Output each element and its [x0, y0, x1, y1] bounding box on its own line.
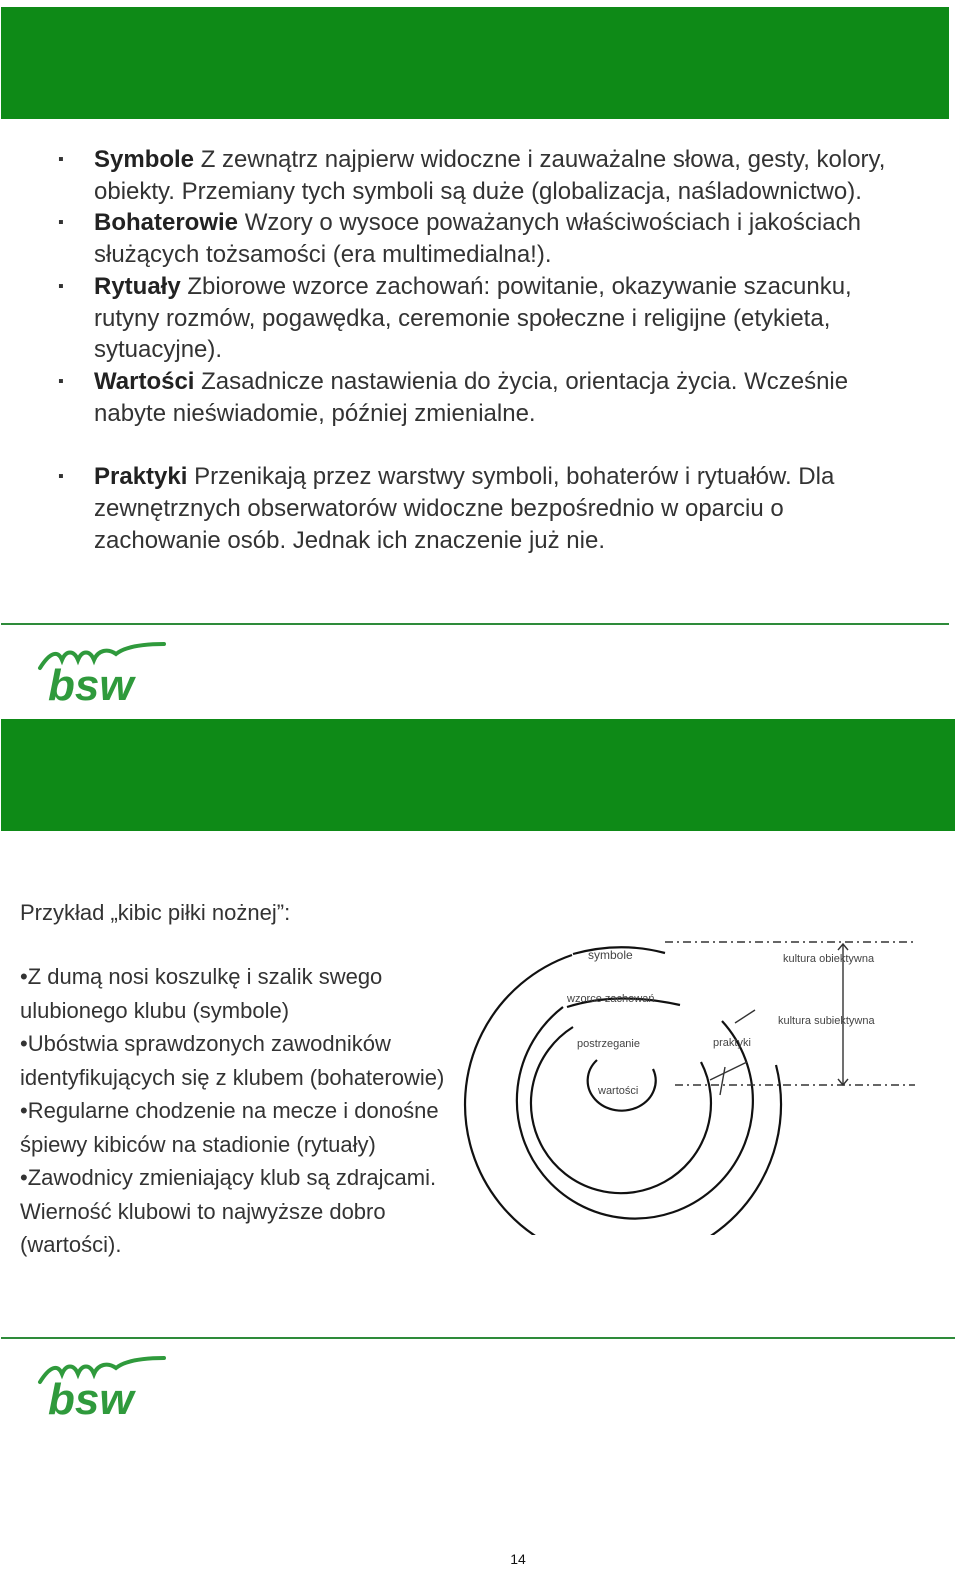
label-kultura-subiektywna: kultura subiektywna [778, 1015, 875, 1027]
slide-header-bar [1, 7, 949, 119]
slide-header-bar [1, 719, 955, 831]
example-item: •Regularne chodzenie na mecze i donośne śpiewy kibiców na stadionie (rytuały) [20, 1098, 439, 1157]
bullet-marker: ▪ [58, 468, 64, 486]
list-item: ▪ Wartości Zasadnicze nastawienia do życia, orientacja życia. Wcześnie nabyte nieświadomie, później zmienialne. [58, 367, 849, 427]
list-item: ▪ Rytuały Zbiorowe wzorce zachowań: powitanie, okazywanie szacunku, rutyny rozmów, pogawędka, ceremonie społeczne i religijne (etykieta, sytuacyjne). [58, 272, 852, 364]
bsw-logo [36, 642, 166, 704]
bullet-marker: ▪ [58, 277, 64, 295]
example-item: •Z dumą nosi koszulkę i szalik swego ulubionego klubu (symbole) [20, 964, 383, 1023]
svg-text:bsw: bsw [48, 661, 134, 704]
example-item: •Zawodnicy zmieniający klub są zdrajcami. Wierność klubowi to najwyższe dobro (wartości). [20, 1165, 437, 1257]
definitions-list [56, 144, 916, 556]
list-item: ▪ Praktyki Przenikają przez warstwy symboli, bohaterów i rytuałów. Dla zewnętrznych obserwatorów widoczne bezpośrednio w oparciu o zachowanie osób. Jednak ich znaczenie już nie. [58, 463, 835, 554]
slide-footer-rule [1, 1337, 955, 1339]
bullet-marker: ▪ [58, 372, 64, 390]
page-number: 14 [510, 1551, 526, 1567]
list-item: ▪ Bohaterowie Wzory o wysoce poważanych właściwościach i jakościach służących tożsamości (era multimedialna!). [58, 209, 861, 269]
bullet-marker: ▪ [58, 214, 64, 232]
list-item: ▪ Symbole Z zewnątrz najpierw widoczne i zauważalne słowa, gesty, kolory, obiekty. Przemiany tych symboli są duże (globalizacja, naśladownictwo). [58, 146, 886, 205]
example-heading: Przykład „kibic piłki nożnej”: [20, 900, 291, 925]
svg-text:bsw: bsw [48, 1375, 134, 1418]
bsw-logo [36, 1356, 166, 1418]
label-postrzeganie: postrzeganie [577, 1038, 640, 1050]
slide-footer-rule [1, 623, 949, 625]
label-symbole: symbole [588, 948, 633, 962]
label-praktyki: praktyki [713, 1037, 751, 1049]
label-kultura-obiektywna: kultura obiektywna [783, 953, 875, 965]
bullet-marker: ▪ [58, 151, 64, 168]
example-text [20, 898, 480, 1262]
example-item: •Ubóstwia sprawdzonych zawodników identyfikujących się z klubem (bohaterowie) [20, 1031, 445, 1090]
culture-onion-diagram [455, 935, 925, 1235]
label-wartosci: wartości [598, 1085, 639, 1097]
label-wzorce: wzorce zachowań [567, 993, 655, 1005]
